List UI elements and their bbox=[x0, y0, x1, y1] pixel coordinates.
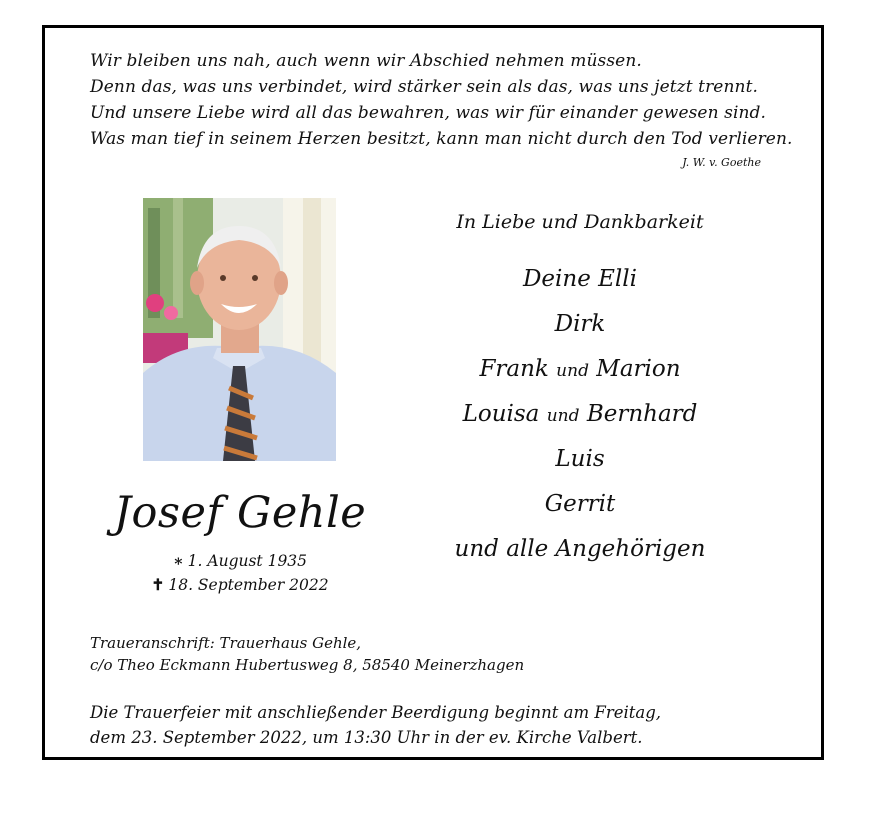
death-date-text: 18. September 2022 bbox=[168, 576, 329, 594]
mourner-name: Bernhard bbox=[586, 401, 698, 427]
birth-date-text: 1. August 1935 bbox=[187, 552, 308, 570]
mourner-row: Dirk bbox=[554, 311, 606, 337]
address-line: Traueranschrift: Trauerhaus Gehle, bbox=[90, 634, 362, 652]
mourner-row: Luis bbox=[555, 446, 605, 472]
mourner-row: Gerrit bbox=[544, 491, 616, 517]
mourner-name: Marion bbox=[596, 356, 681, 382]
cross-icon: ✝ bbox=[151, 575, 165, 594]
poem-author: J. W. v. Goethe bbox=[682, 156, 761, 169]
mourner-name: Frank bbox=[479, 356, 549, 382]
deceased-name: Josef Gehle bbox=[113, 488, 367, 538]
mourner-row: Deine Elli bbox=[522, 266, 637, 292]
mourners-list bbox=[425, 257, 735, 572]
address-line: c/o Theo Eckmann Hubertusweg 8, 58540 Meinerzhagen bbox=[90, 656, 525, 674]
death-date bbox=[85, 575, 395, 594]
thanks-intro: In Liebe und Dankbarkeit bbox=[456, 211, 704, 233]
mourner-row bbox=[425, 347, 735, 392]
portrait-photo bbox=[143, 198, 336, 461]
poem-line: Wir bleiben uns nah, auch wenn wir Abschied nehmen müssen. bbox=[90, 51, 642, 71]
poem-line: Denn das, was uns verbindet, wird stärker sein als das, was uns jetzt trennt. bbox=[90, 77, 759, 97]
birth-star-icon: ∗ bbox=[172, 551, 184, 570]
poem-line: Was man tief in seinem Herzen besitzt, kann man nicht durch den Tod verlieren. bbox=[90, 129, 793, 149]
mourning-address bbox=[90, 632, 524, 676]
ceremony-line: dem 23. September 2022, um 13:30 Uhr in der ev. Kirche Valbert. bbox=[90, 728, 643, 747]
birth-date bbox=[85, 551, 395, 570]
funeral-notice bbox=[90, 700, 661, 750]
mourner-name: Louisa bbox=[462, 401, 540, 427]
conjunction: und bbox=[556, 361, 589, 381]
ceremony-line: Die Trauerfeier mit anschließender Beerdigung beginnt am Freitag, bbox=[90, 703, 662, 722]
obituary-frame bbox=[42, 25, 824, 760]
poem-line: Und unsere Liebe wird all das bewahren, was wir für einander gewesen sind. bbox=[90, 103, 767, 123]
mourner-row: und alle Angehörigen bbox=[454, 536, 706, 562]
mourner-row bbox=[425, 392, 735, 437]
poem bbox=[90, 48, 793, 152]
conjunction: und bbox=[546, 406, 580, 426]
